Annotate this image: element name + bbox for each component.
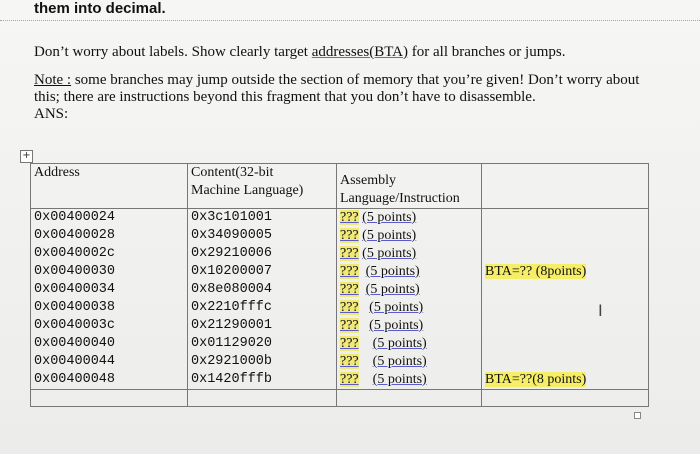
empty-cell[interactable] bbox=[337, 390, 482, 407]
content-cell: 0x01129020 bbox=[191, 336, 273, 351]
empty-cell[interactable] bbox=[188, 390, 337, 407]
address-cell: 0x0040003c bbox=[34, 318, 116, 333]
instruction-cell[interactable]: ??? (5 points) bbox=[340, 354, 427, 369]
address-cell: 0x00400044 bbox=[34, 354, 116, 369]
instruction-text-underlined: addresses(BTA) bbox=[311, 44, 408, 60]
content-cell: 0x21290001 bbox=[191, 318, 273, 333]
address-cell: 0x00400024 bbox=[34, 210, 116, 225]
table-empty-row bbox=[31, 390, 649, 407]
table-move-handle-icon[interactable]: + bbox=[20, 150, 33, 163]
instruction-cell[interactable]: ??? (5 points) bbox=[340, 300, 424, 315]
header-content: Content(32-bit Machine Language) bbox=[188, 164, 337, 209]
note-paragraph bbox=[34, 72, 644, 123]
note-text: some branches may jump outside the section of memory that you’re given! Don’t worry about this; there are instructions beyond this fragment that you don’t have to disassemble. bbox=[34, 72, 640, 105]
note-label: Note : bbox=[34, 72, 72, 88]
instruction-cell[interactable]: ??? (5 points) bbox=[340, 264, 420, 279]
text-cursor-icon: I bbox=[598, 301, 603, 320]
instruction-line bbox=[34, 44, 565, 61]
instruction-cell[interactable]: ??? (5 points) bbox=[340, 210, 417, 225]
table-resize-handle-icon[interactable] bbox=[634, 412, 641, 419]
address-cell: 0x00400048 bbox=[34, 372, 116, 387]
content-cell: 0x29210006 bbox=[191, 246, 273, 261]
page-divider bbox=[0, 20, 700, 21]
table-header-row bbox=[31, 164, 649, 209]
address-cell: 0x00400034 bbox=[34, 282, 116, 297]
content-cell: 0x2210fffc bbox=[191, 300, 273, 315]
instruction-cell[interactable]: ??? (5 points) bbox=[340, 228, 417, 243]
address-cell: 0x00400030 bbox=[34, 264, 116, 279]
address-cell: 0x00400040 bbox=[34, 336, 116, 351]
instruction-text-after: for all branches or jumps. bbox=[408, 44, 566, 60]
instruction-cell[interactable]: ??? (5 points) bbox=[340, 246, 417, 261]
header-bta bbox=[482, 164, 649, 209]
header-address: Address bbox=[31, 164, 188, 209]
content-cell: 0x1420fffb bbox=[191, 372, 273, 387]
address-cell: 0x00400028 bbox=[34, 228, 116, 243]
bta-cell-row4[interactable]: BTA=?? (8points) bbox=[485, 264, 587, 279]
content-cell: 0x3c101001 bbox=[191, 210, 273, 225]
instruction-cell[interactable]: ??? (5 points) bbox=[340, 372, 427, 387]
address-column bbox=[31, 209, 188, 390]
table-data-block bbox=[31, 209, 649, 390]
header-assembly: Assembly Language/Instruction bbox=[337, 164, 482, 209]
disassembly-table bbox=[30, 163, 649, 407]
content-cell: 0x34090005 bbox=[191, 228, 273, 243]
ans-label: ANS: bbox=[34, 106, 69, 122]
content-cell: 0x8e080004 bbox=[191, 282, 273, 297]
instruction-cell[interactable]: ??? (5 points) bbox=[340, 318, 424, 333]
instruction-text-before: Don’t worry about labels. Show clearly target bbox=[34, 44, 312, 60]
instruction-cell[interactable]: ??? (5 points) bbox=[340, 336, 427, 351]
assembly-column bbox=[337, 209, 482, 390]
content-cell: 0x2921000b bbox=[191, 354, 273, 369]
bta-column bbox=[482, 209, 649, 390]
instruction-cell[interactable]: ??? (5 points) bbox=[340, 282, 420, 297]
bta-cell-row10[interactable]: BTA=??(8 points) bbox=[485, 372, 587, 387]
empty-cell[interactable] bbox=[31, 390, 188, 407]
content-cell: 0x10200007 bbox=[191, 264, 273, 279]
address-cell: 0x0040002c bbox=[34, 246, 116, 261]
empty-cell[interactable] bbox=[482, 390, 649, 407]
address-cell: 0x00400038 bbox=[34, 300, 116, 315]
content-column bbox=[188, 209, 337, 390]
header-fragment: them into decimal. bbox=[34, 0, 166, 17]
